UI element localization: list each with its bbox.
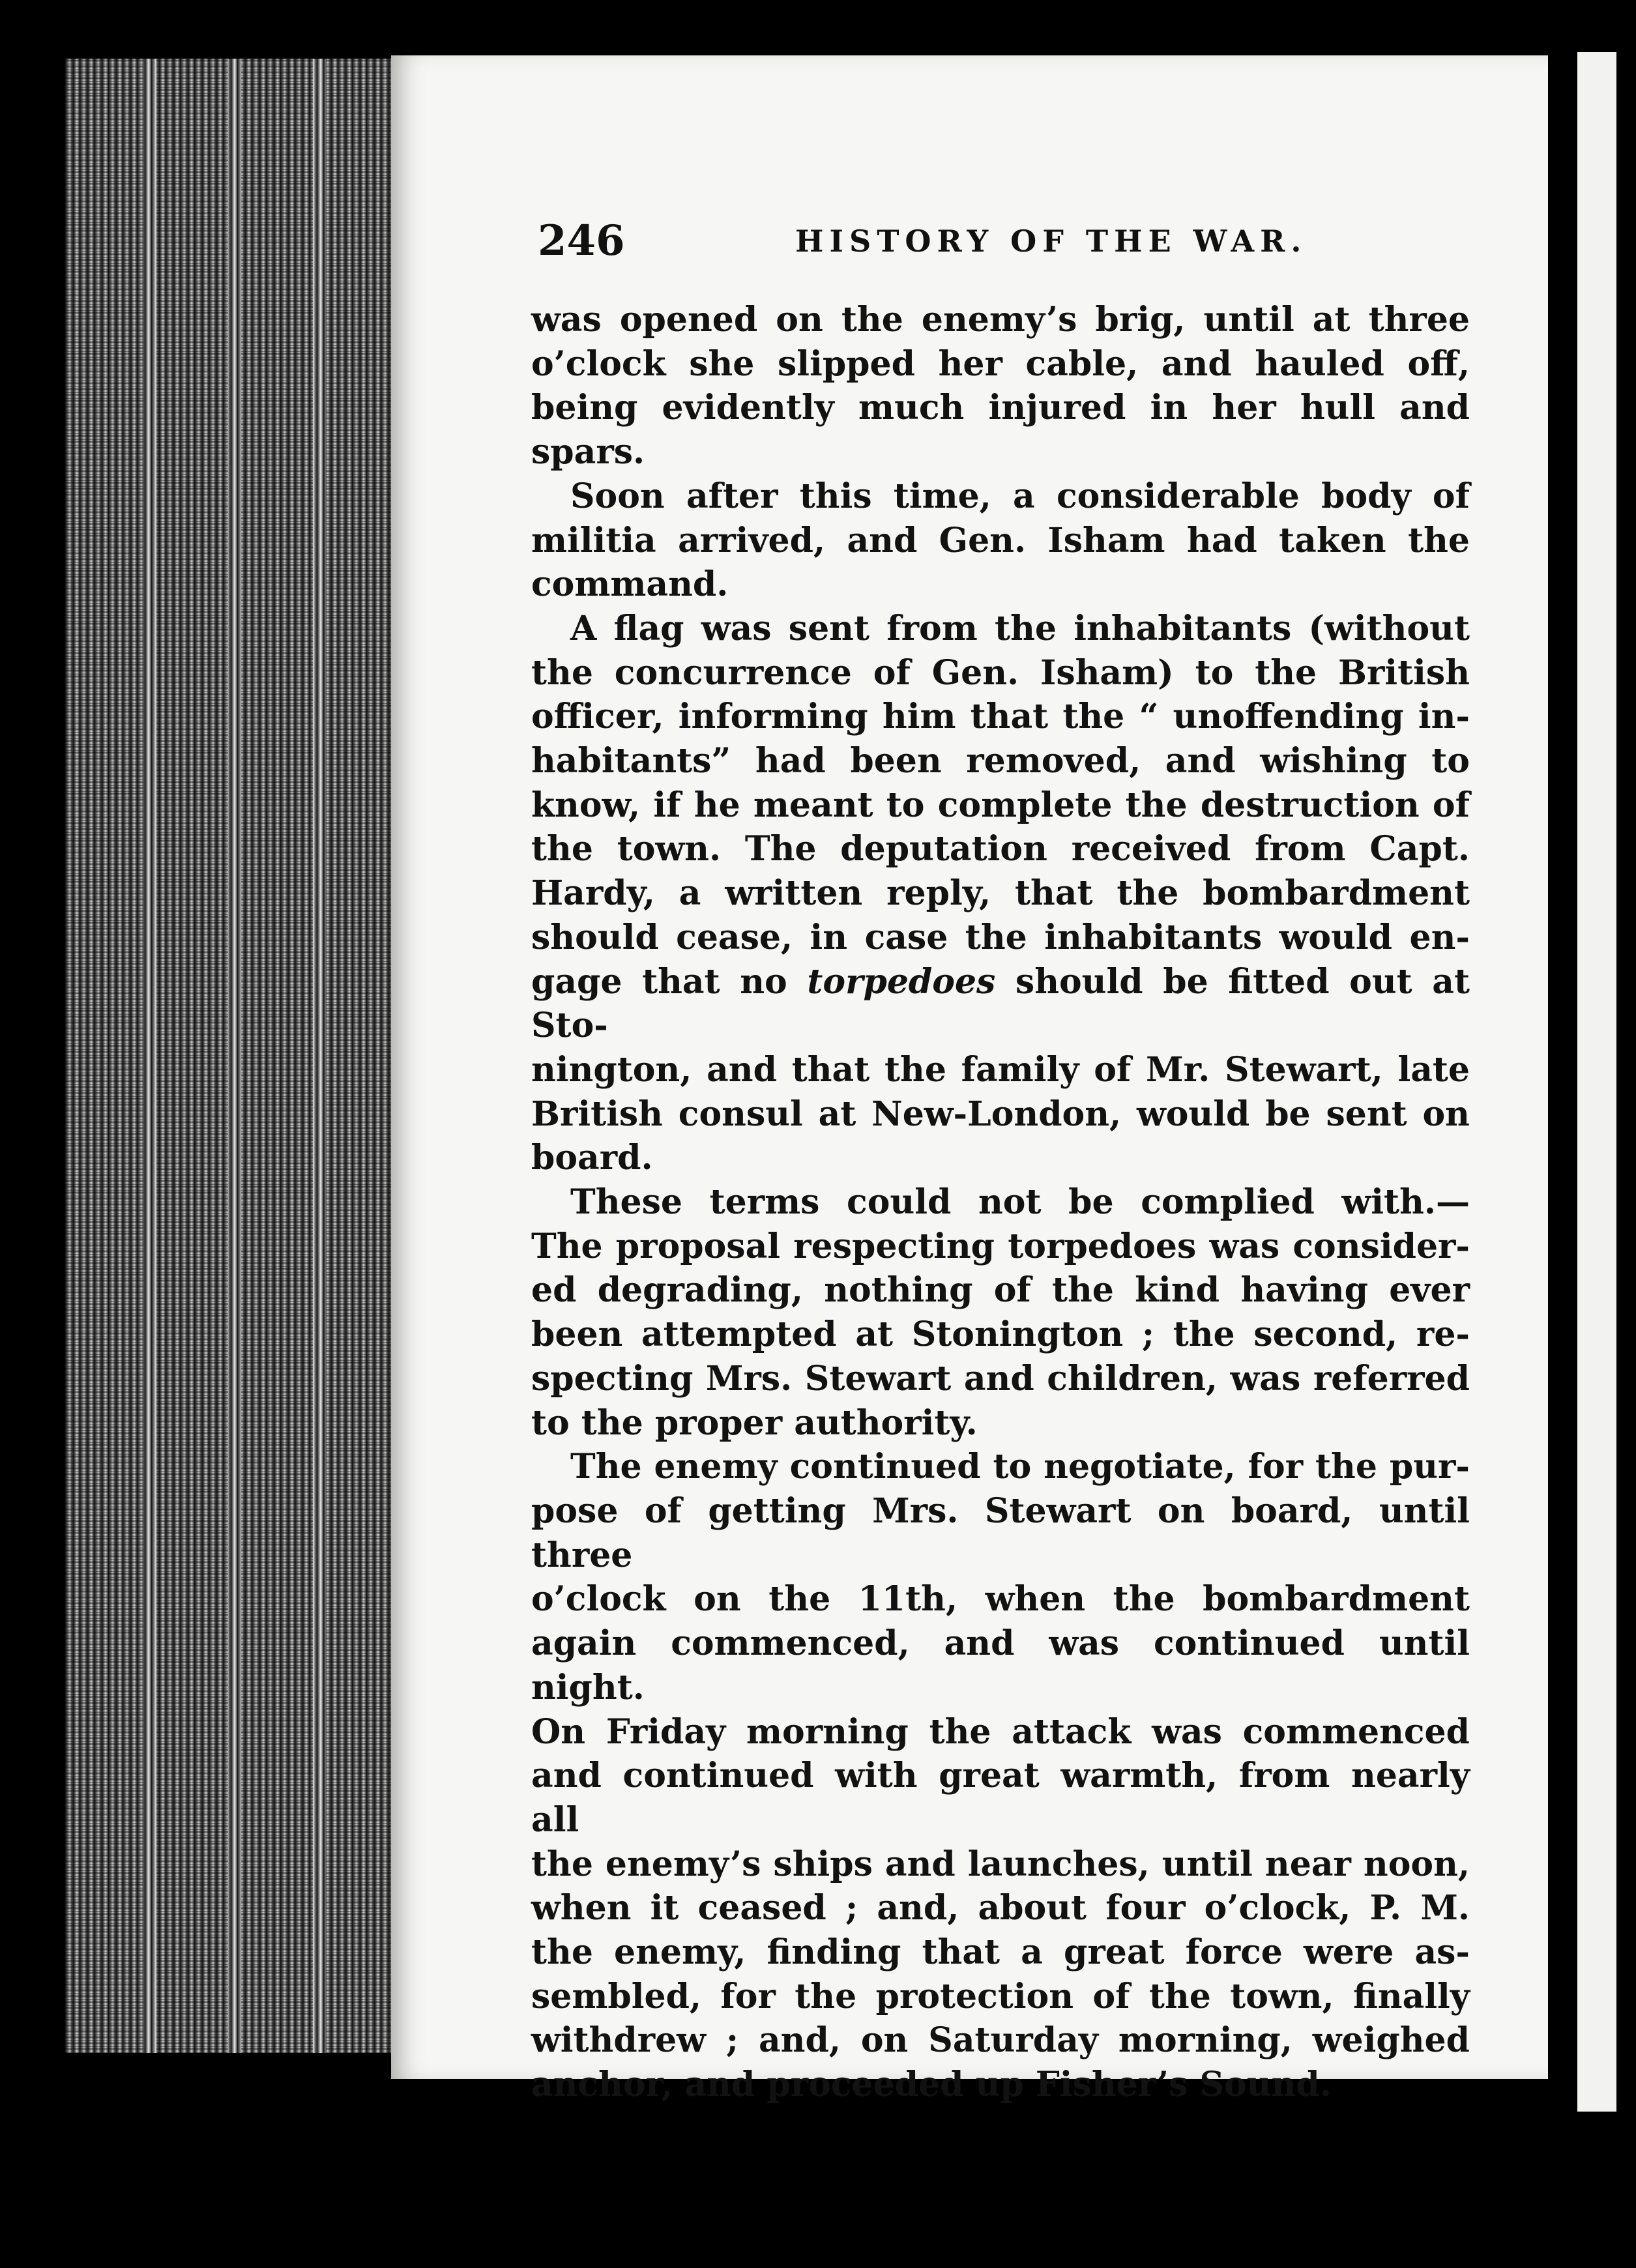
text-line: officer, informing him that the “ unoffending in- <box>531 697 1470 737</box>
page-number: 246 <box>538 216 625 265</box>
text-line: was opened on the enemy’s brig, until at three <box>531 300 1470 340</box>
text-line: command. <box>531 564 729 605</box>
text-line: the town. The deputation received from Capt. <box>531 829 1470 869</box>
text-line: Soon after this time, a considerable body of <box>570 476 1470 516</box>
page-edge-band <box>241 59 313 2053</box>
text-line: British consul at New-London, would be sent on <box>531 1094 1470 1134</box>
text-line: These terms could not be complied with.— <box>570 1182 1470 1223</box>
text-line: A flag was sent from the inhabitants (without <box>570 608 1470 648</box>
text-line: The enemy continued to negotiate, for the pur- <box>570 1447 1470 1487</box>
text-line: habitants” had been removed, and wishing to <box>531 741 1470 781</box>
page-edge-band <box>156 59 228 2053</box>
text-line: the concurrence of Gen. Isham) to the British <box>531 652 1470 693</box>
text-line: and continued with great warmth, from nearly all <box>531 1756 1470 1840</box>
text-line: sembled, for the protection of the town, finally <box>531 1976 1470 2016</box>
text-line: to the proper authority. <box>531 1403 978 1443</box>
book-page-edges <box>65 59 398 2053</box>
text-line: withdrew ; and, on Saturday morning, weighed <box>531 2020 1470 2061</box>
text-line: when it ceased ; and, about four o’clock, P. M. <box>531 1888 1470 1928</box>
text-line: specting Mrs. Stewart and children, was referred <box>531 1358 1470 1399</box>
text-line: spars. <box>531 432 645 472</box>
text-line: know, if he meant to complete the destruction of <box>531 785 1470 825</box>
italic-word: torpedoes <box>807 961 996 1002</box>
text-line: gage that no torpedoes should be fitted out at Sto- <box>531 961 1470 1046</box>
text-line: On Friday morning the attack was commenced <box>531 1711 1470 1752</box>
text-line: o’clock she slipped her cable, and hauled off, <box>531 343 1470 384</box>
text-line: nington, and that the family of Mr. Stewart, late <box>531 1049 1470 1090</box>
text-line: Hardy, a written reply, that the bombardment <box>531 873 1470 914</box>
page-edge-band <box>326 59 398 2053</box>
text-line: ed degrading, nothing of the kind having ever <box>531 1270 1470 1311</box>
text-line: again commenced, and was continued until night. <box>531 1623 1470 1708</box>
text-line: should cease, in case the inhabitants would en- <box>531 917 1470 957</box>
text-line: the enemy, finding that a great force were as- <box>531 1932 1470 1973</box>
page-edge-band <box>65 59 143 2053</box>
text-line: pose of getting Mrs. Stewart on board, until three <box>531 1490 1470 1575</box>
text-line: the enemy’s ships and launches, until near noon, <box>531 1844 1470 1884</box>
text-line: being evidently much injured in her hull and <box>531 388 1470 428</box>
running-head <box>538 212 1470 270</box>
text-line: board. <box>531 1138 653 1178</box>
facing-page-edge <box>1577 52 1616 2112</box>
text-line: o’clock on the 11th, when the bombardment <box>531 1579 1470 1620</box>
text-line: been attempted at Stonington ; the second, re- <box>531 1315 1470 1355</box>
text-line: militia arrived, and Gen. Isham had taken the <box>531 520 1470 560</box>
text-line: anchor, and proceeded up Fisher’s Sound. <box>531 2065 1332 2105</box>
book-page <box>391 55 1548 2105</box>
text-line: The proposal respecting torpedoes was consider- <box>531 1226 1470 1266</box>
running-title: HISTORY OF THE WAR. <box>795 224 1307 259</box>
body-text <box>531 298 1470 2107</box>
